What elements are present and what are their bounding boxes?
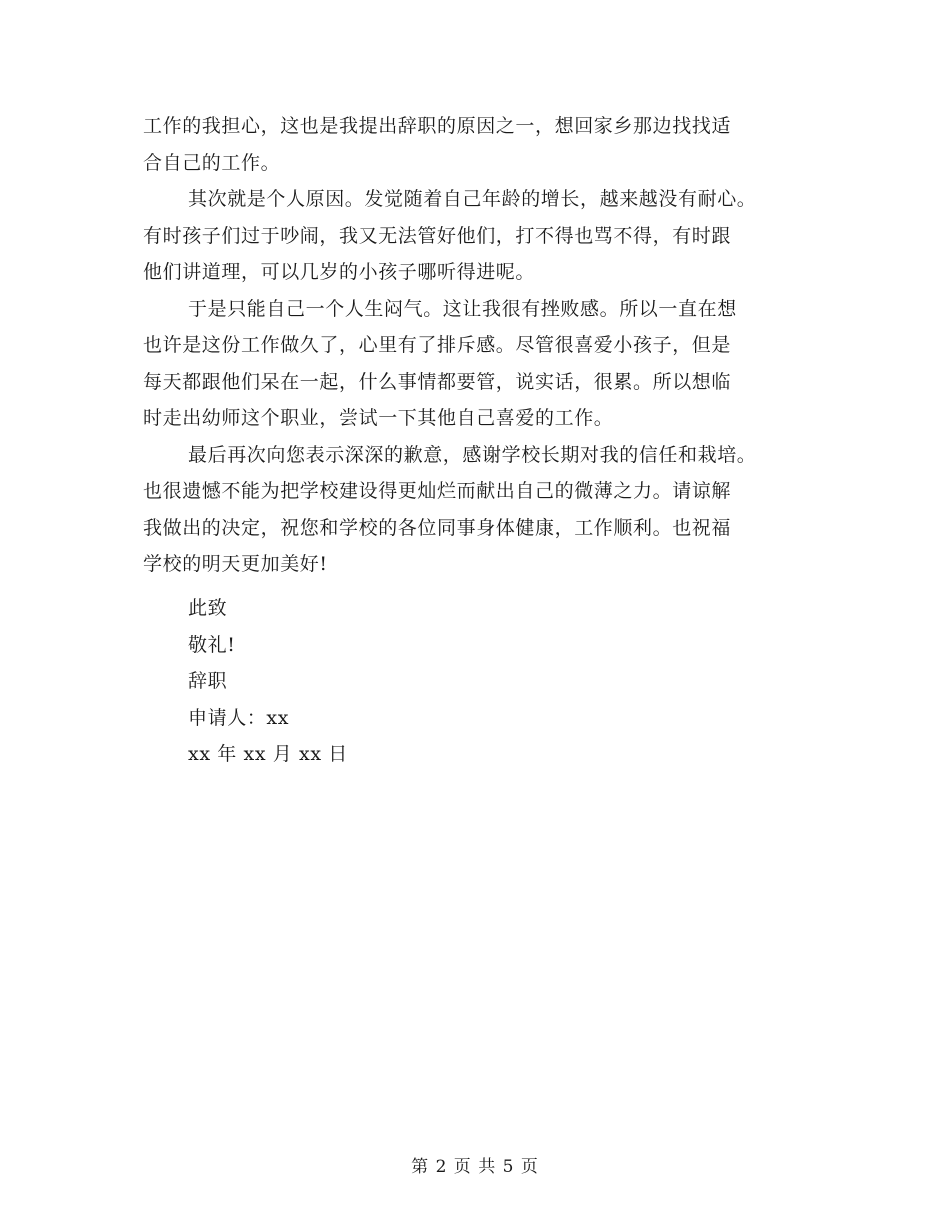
- paragraph-line: 学校的明天更加美好!: [143, 553, 328, 575]
- closing-regards: 敬礼!: [188, 633, 236, 656]
- paragraph-line: 于是只能自己一个人生闷气。这让我很有挫败感。所以一直在想: [188, 297, 737, 320]
- closing-subject: 辞职: [188, 670, 228, 692]
- paragraph-line: 每天都跟他们呆在一起，什么事情都要管，说实话，很累。所以想临: [143, 370, 732, 393]
- paragraph-line: 有时孩子们过于吵闹，我又无法管好他们，打不得也骂不得，有时跟: [143, 224, 732, 247]
- paragraph-line: 也许是这份工作做久了，心里有了排斥感。尽管很喜爱小孩子，但是: [143, 334, 732, 356]
- page-footer: 第 2 页 共 5 页: [411, 1157, 539, 1177]
- paragraph-line: 我做出的决定，祝您和学校的各位同事身体健康，工作顺利。也祝福: [143, 516, 732, 539]
- closing-date: xx 年 xx 月 xx 日: [188, 743, 348, 765]
- paragraph-line: 最后再次向您表示深深的歉意，感谢学校长期对我的信任和栽培。: [188, 443, 757, 466]
- closing-salutation: 此致: [188, 597, 228, 619]
- paragraph-line: 也很遗憾不能为把学校建设得更灿烂而献出自己的微薄之力。请谅解: [143, 480, 732, 502]
- paragraph-line: 工作的我担心，这也是我提出辞职的原因之一，想回家乡那边找找适: [143, 115, 732, 137]
- paragraph-line: 他们讲道理，可以几岁的小孩子哪听得进呢。: [143, 261, 536, 283]
- letter-body: [143, 108, 823, 583]
- closing-applicant: 申请人：xx: [188, 706, 290, 729]
- paragraph-line: 合自己的工作。: [143, 151, 281, 174]
- paragraph-line: 时走出幼师这个职业，尝试一下其他自己喜爱的工作。: [143, 407, 614, 429]
- paragraph-line: 其次就是个人原因。发觉随着自己年龄的增长，越来越没有耐心。: [188, 188, 757, 210]
- letter-closing: [188, 590, 348, 773]
